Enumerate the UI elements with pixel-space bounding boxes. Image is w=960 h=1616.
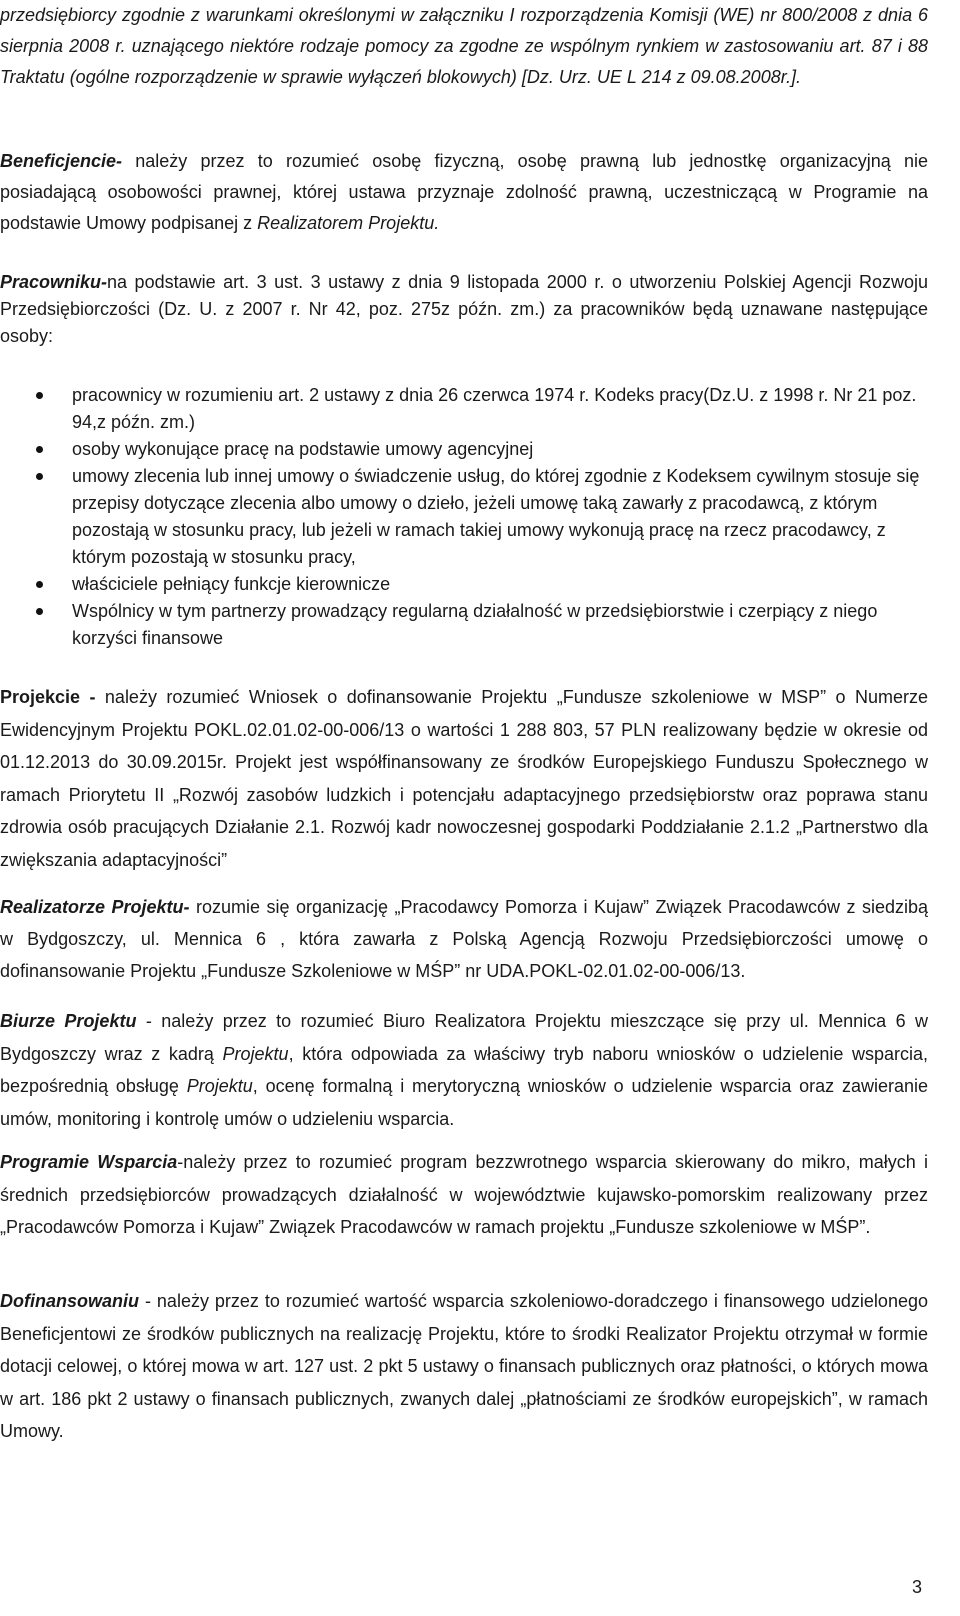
program-term: Programie Wsparcia (0, 1152, 178, 1172)
projekt-term: Projekcie - (0, 687, 96, 707)
biuro-paragraph: Biurze Projektu - należy przez to rozumieć Biuro Realizatora Projektu mieszczące się przy ul. Mennica 6 w Bydgoszczy wraz z kadrą Projektu, która odpowiada za właściwy tryb naboru wniosków o udzielenie wsparcia, bezpośrednią obsługę Projektu, ocenę formalną i merytoryczną wniosków o udzielenie wsparcia oraz zawieranie umów, monitoring i kontrolę umów o udzieleniu wsparcia. (0, 1011, 929, 1129)
list-item: Wspólnicy w tym partnerzy prowadzący regularną działalność w przedsiębiorstwie i czerpiący z niego korzyści finansowe (36, 598, 928, 652)
pracownik-term: Pracowniku- (0, 272, 108, 292)
beneficjent-term: Beneficjencie- (0, 151, 123, 171)
intro-text: przedsiębiorcy zgodnie z warunkami określonymi w załączniku I rozporządzenia Komisji (WE) nr 800/2008 z dnia 6 sierpnia 2008 r. uznającego niektóre rodzaje pomocy za zgodne ze wspólnym rynkiem w zastosowaniu art. 87 i 88 Traktatu (ogólne rozporządzenie w sprawie wyłączeń blokowych) [Dz. Urz. UE L 214 z 09.08.2008r.]. (0, 5, 928, 87)
dofinansowanie-paragraph (0, 1285, 928, 1448)
page-number: 3 (912, 1577, 923, 1597)
dofinansowanie-term: Dofinansowaniu (0, 1291, 139, 1311)
pracownik-text: na podstawie art. 3 ust. 3 ustawy z dnia 9 listopada 2000 r. o utworzeniu Polskiej Agencji Rozwoju Przedsiębiorczości (Dz. U. z 2007 r. Nr 42, poz. 275z późn. zm.) za pracowników będą uznawane następujące osoby: (0, 272, 928, 346)
list-item: właściciele pełniący funkcje kierownicze (36, 571, 928, 598)
program-text: -należy przez to rozumieć program bezzwrotnego wsparcia skierowany do mikro, małych i średnich przedsiębiorców prowadzących działalność w województwie kujawsko-pomorskim realizowany przez „Pracodawców Pomorza i Kujaw” Związek Pracodawców w ramach projektu „Fundusze szkoleniowe w MŚP”. (0, 1152, 928, 1237)
projekt-text: należy rozumieć Wniosek o dofinansowanie Projektu „Fundusze szkoleniowe w MSP” o Numerze Ewidencyjnym Projektu POKL.02.01.02-00-006/13 o wartości 1 288 803, 57 PLN realizowany będzie w okresie od 01.12.2013 do 30.09.2015r. Projekt jest współfinansowany ze środków Europejskiego Funduszu Społecznego w ramach Priorytetu II „Rozwój zasobów ludzkich i potencjału adaptacyjnego przedsiębiorstw oraz poprawa stanu zdrowia osób pracujących Działanie 2.1. Rozwój kadr nowoczesnej gospodarki Poddziałanie 2.1.2 „Partnerstwo dla zwiększania adaptacyjności” (0, 687, 929, 870)
beneficjent-paragraph (0, 146, 928, 239)
dofinansowanie-text: - należy przez to rozumieć wartość wsparcia szkoleniowo-doradczego i finansowego udzielonego Beneficjentowi ze środków publicznych na realizację Projektu, które to środki Realizator Projektu otrzymał w formie dotacji celowej, o której mowa w art. 127 ust. 2 pkt 5 ustawy o finansach publicznych oraz płatności, o których mowa w art. 186 pkt 2 ustawy o finansach publicznych, zwanych dalej „płatnościami ze środków europejskich”, w ramach Umowy. (0, 1291, 928, 1441)
program-paragraph (0, 1146, 928, 1244)
bullet-icon (36, 473, 43, 480)
pracownik-paragraph (0, 269, 928, 350)
bullet-icon (36, 581, 43, 588)
beneficjent-ref: Realizatorem Projektu. (257, 213, 440, 233)
realizator-term: Realizatorze Projektu- (0, 897, 190, 917)
beneficjent-text: należy przez to rozumieć osobę fizyczną, osobę prawną lub jednostkę organizacyjną nie posiadającą osobowości prawnej, której ustawa przyznaje zdolność prawną, uczestniczącą w Programie na podstawie Umowy podpisanej z (0, 151, 928, 233)
list-item: pracownicy w rozumieniu art. 2 ustawy z dnia 26 czerwca 1974 r. Kodeks pracy(Dz.U. z 1998 r. Nr 21 poz. 94,z późn. zm.) (36, 382, 928, 436)
intro-paragraph (0, 0, 928, 93)
bullet-icon (36, 446, 43, 453)
list-item: umowy zlecenia lub innej umowy o świadczenie usług, do której zgodnie z Kodeksem cywilnym stosuje się przepisy dotyczące zlecenia albo umowy o dzieło, jeżeli umowę taką zawarły z pracodawcą, z którym pozostają w stosunku pracy, lub jeżeli w ramach takiej umowy wykonują pracę na rzecz pracodawcy, z którym pozostają w stosunku pracy, (36, 463, 928, 571)
bullet-icon (36, 392, 43, 399)
biuro-term: Biurze Projektu (0, 1011, 137, 1031)
realizator-paragraph (0, 891, 928, 987)
realizator-text: rozumie się organizację „Pracodawcy Pomorza i Kujaw” Związek Pracodawców z siedzibą w Bydgoszczy, ul. Mennica 6 , która zawarła z Polską Agencją Rozwoju Przedsiębiorczości umowę o dofinansowanie Projektu „Fundusze Szkoleniowe w MŚP” nr UDA.POKL-02.01.02-00-006/13. (0, 897, 928, 981)
pracownik-list (36, 382, 928, 652)
projekt-paragraph (0, 681, 928, 876)
bullet-icon (36, 608, 43, 615)
list-item: osoby wykonujące pracę na podstawie umowy agencyjnej (36, 436, 928, 463)
